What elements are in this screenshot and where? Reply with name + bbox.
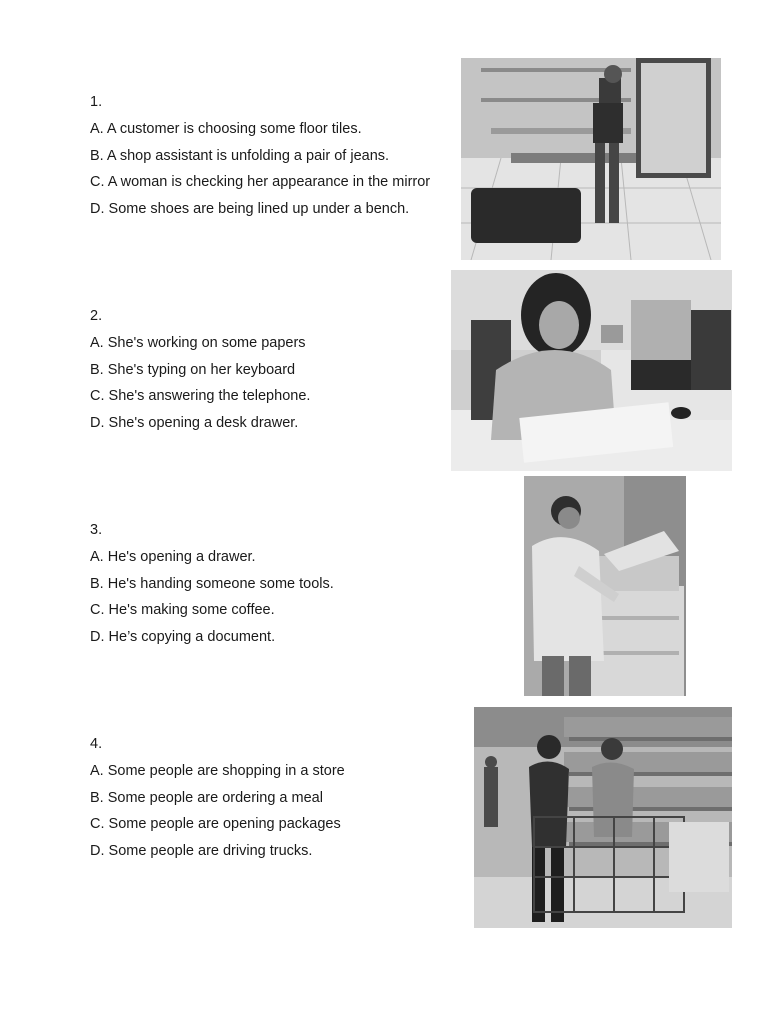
option-c: C. Some people are opening packages bbox=[90, 816, 341, 833]
question-number: 2. bbox=[90, 308, 103, 324]
question-number: 3. bbox=[90, 522, 103, 538]
option-c: C. He's making some coffee. bbox=[90, 602, 275, 619]
option-c: C. She's answering the telephone. bbox=[90, 388, 311, 405]
option-d: D. He’s copying a document. bbox=[90, 629, 276, 646]
option-b: B. A shop assistant is unfolding a pair of jeans. bbox=[90, 147, 390, 164]
option-b: B. She's typing on her keyboard bbox=[90, 361, 296, 378]
option-a: A. He's opening a drawer. bbox=[90, 548, 256, 565]
option-c: C. A woman is checking her appearance in the mirror bbox=[90, 174, 431, 191]
option-a: A. A customer is choosing some floor tiles. bbox=[90, 120, 362, 137]
option-d: D. Some people are driving trucks. bbox=[90, 843, 313, 860]
copier-photo bbox=[524, 476, 686, 696]
office-desk-photo bbox=[451, 270, 732, 471]
supermarket-photo bbox=[474, 707, 732, 928]
shoe-store-photo bbox=[461, 58, 721, 260]
question-number: 4. bbox=[90, 736, 103, 752]
question-2 bbox=[90, 303, 310, 437]
question-number: 1. bbox=[90, 94, 103, 110]
question-4 bbox=[90, 731, 345, 865]
option-d: D. Some shoes are being lined up under a bench. bbox=[90, 201, 410, 218]
option-a: A. Some people are shopping in a store bbox=[90, 762, 345, 779]
option-b: B. He's handing someone some tools. bbox=[90, 575, 334, 592]
option-a: A. She's working on some papers bbox=[90, 334, 306, 351]
question-3 bbox=[90, 517, 334, 651]
question-1 bbox=[90, 89, 430, 223]
option-d: D. She's opening a desk drawer. bbox=[90, 415, 299, 432]
option-b: B. Some people are ordering a meal bbox=[90, 789, 323, 806]
